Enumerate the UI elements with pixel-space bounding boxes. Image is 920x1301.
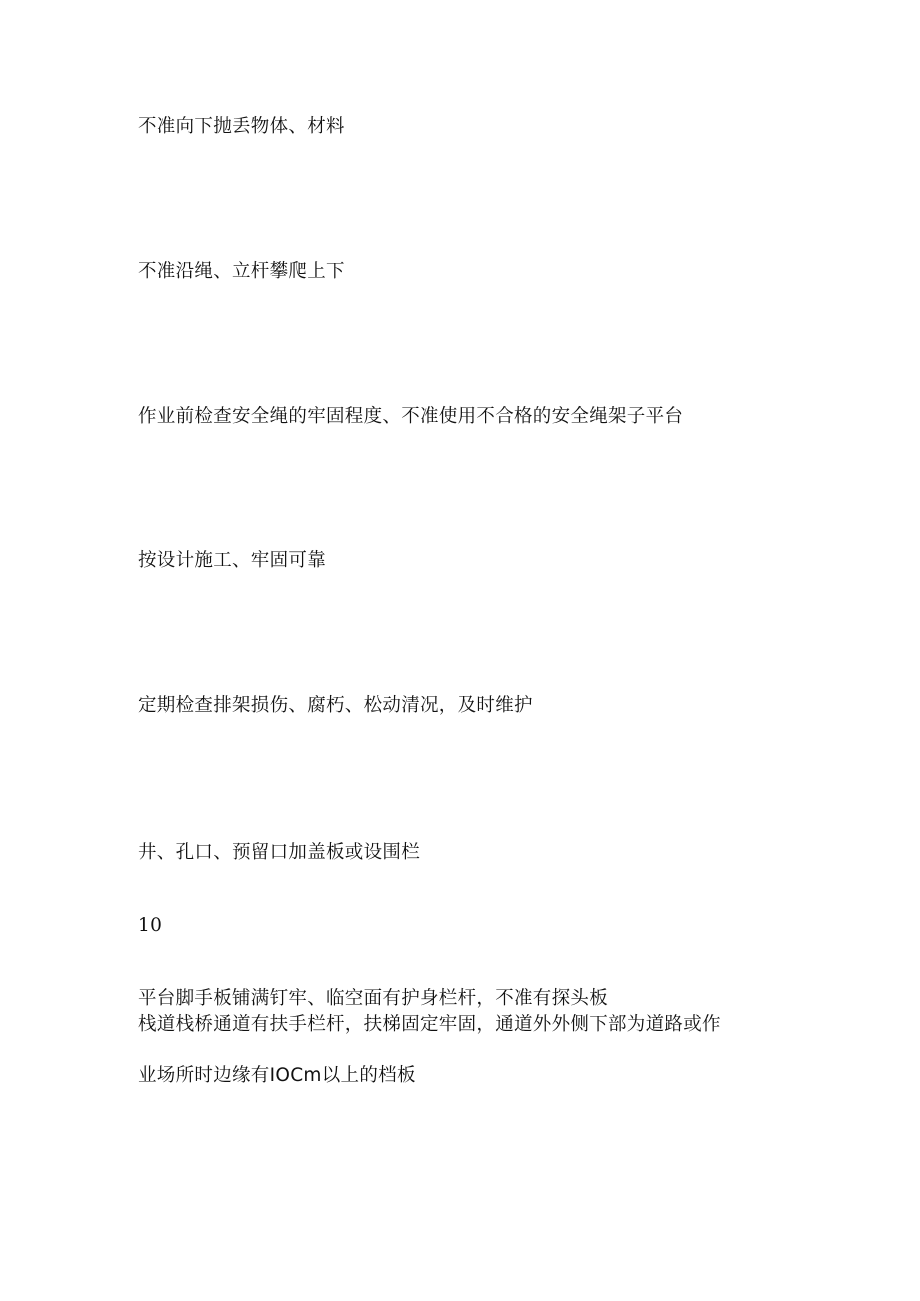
text-line-2: 不准沿绳、立杆攀爬上下 (138, 261, 345, 282)
text-line-8: 栈道栈桥通道有扶手栏杆，扶梯固定牢固，通道外外侧下部为道路或作 (138, 1014, 721, 1035)
page-number: 10 (138, 915, 163, 936)
text-line-4: 按设计施工、牢固可靠 (138, 550, 327, 571)
text-line-1: 不准向下抛丢物体、材料 (138, 116, 345, 137)
text-line-6: 井、孔口、预留口加盖板或设围栏 (138, 842, 421, 863)
text-line-7: 平台脚手板铺满钉牢、临空面有护身栏杆，不准有探头板 (138, 988, 609, 1009)
text-line-3: 作业前检查安全绳的牢固程度、不准使用不合格的安全绳架子平台 (138, 406, 684, 427)
text-line-5: 定期检查排架损伤、腐朽、松动清况，及时维护 (138, 695, 533, 716)
text-line-9: 业场所时边缘有IOCm以上的档板 (138, 1065, 416, 1086)
